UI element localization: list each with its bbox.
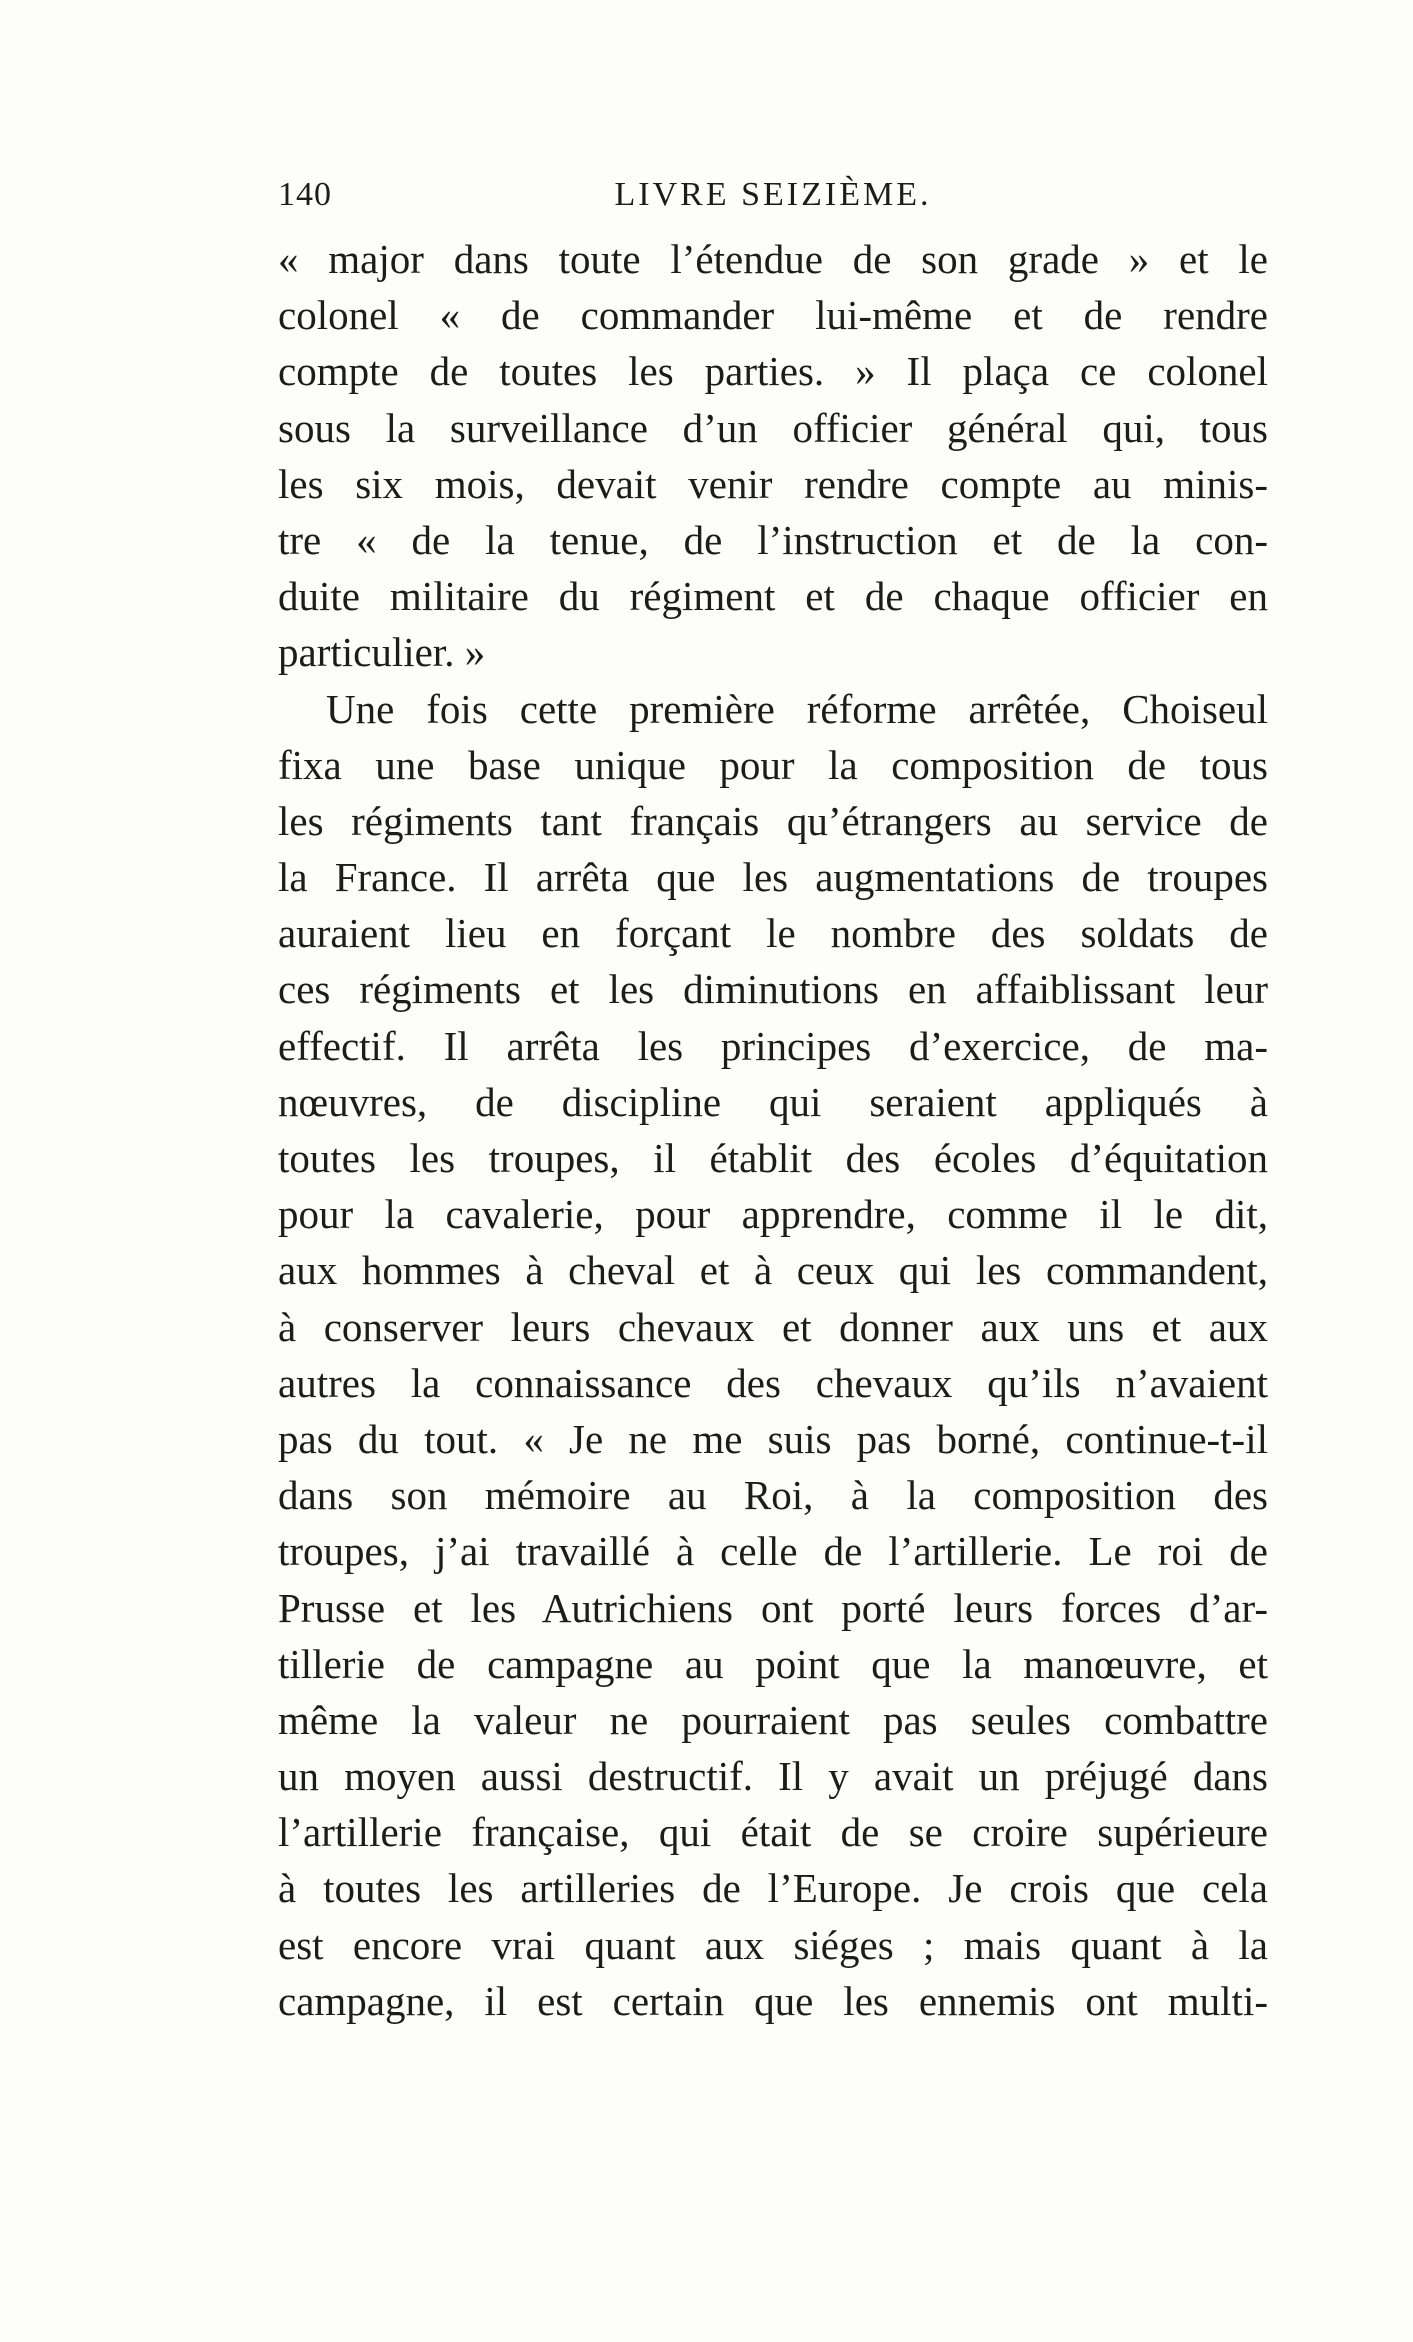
text-line: ces régiments et les diminutions en affaiblissant leur (278, 966, 1268, 1013)
text-line: autres la connaissance des chevaux qu’ils n’avaient (278, 1359, 1268, 1406)
text-line: dans son mémoire au Roi, à la composition des (278, 1472, 1268, 1519)
page-header (278, 170, 1268, 220)
text-line: même la valeur ne pourraient pas seules combattre (278, 1696, 1268, 1743)
text-line: Une fois cette première réforme arrêtée, Choiseul (326, 685, 1268, 732)
text-line: aux hommes à cheval et à ceux qui les commandent, (278, 1247, 1268, 1294)
text-line: compte de toutes les parties. » Il plaça ce colonel (278, 348, 1268, 395)
text-line: duite militaire du régiment et de chaque officier en (278, 573, 1268, 620)
text-line: campagne, il est certain que les ennemis ont multi- (278, 1977, 1268, 2024)
text-line: sous la surveillance d’un officier général qui, tous (278, 404, 1268, 451)
running-title: LIVRE SEIZIÈME. (614, 176, 932, 213)
text-line: nœuvres, de discipline qui seraient appliqués à (278, 1078, 1268, 1125)
text-line: pour la cavalerie, pour apprendre, comme il le dit, (278, 1191, 1268, 1238)
text-line: particulier. » (278, 629, 486, 676)
text-line: les six mois, devait venir rendre compte au minis- (278, 460, 1268, 507)
text-line: « major dans toute l’étendue de son grade » et le (278, 236, 1268, 282)
text-line: auraient lieu en forçant le nombre des soldats de (278, 910, 1268, 957)
text-line: tillerie de campagne au point que la manœuvre, et (278, 1640, 1268, 1687)
text-line: tre « de la tenue, de l’instruction et de la con- (278, 516, 1268, 563)
text-line: colonel « de commander lui-même et de rendre (278, 292, 1268, 339)
text-line: toutes les troupes, il établit des écoles d’équitation (278, 1135, 1268, 1181)
body-text (278, 231, 1268, 2029)
text-line: la France. Il arrêta que les augmentations de troupes (278, 854, 1268, 901)
text-line: troupes, j’ai travaillé à celle de l’artillerie. Le roi de (278, 1528, 1268, 1575)
page-number: 140 (278, 176, 332, 213)
text-line: à toutes les artilleries de l’Europe. Je crois que cela (278, 1865, 1268, 1912)
text-line: fixa une base unique pour la composition de tous (278, 741, 1268, 788)
text-line: à conserver leurs chevaux et donner aux uns et aux (278, 1303, 1268, 1350)
text-line: un moyen aussi destructif. Il y avait un préjugé dans (278, 1753, 1268, 1800)
text-line: pas du tout. « Je ne me suis pas borné, continue-t-il (278, 1415, 1268, 1462)
text-line: Prusse et les Autrichiens ont porté leurs forces d’ar- (278, 1584, 1268, 1631)
text-line: effectif. Il arrêta les principes d’exercice, de ma- (278, 1022, 1268, 1069)
text-line: l’artillerie française, qui était de se croire supérieure (278, 1809, 1268, 1856)
text-line: les régiments tant français qu’étrangers au service de (278, 797, 1268, 844)
text-line: est encore vrai quant aux siéges ; mais quant à la (278, 1921, 1268, 1968)
